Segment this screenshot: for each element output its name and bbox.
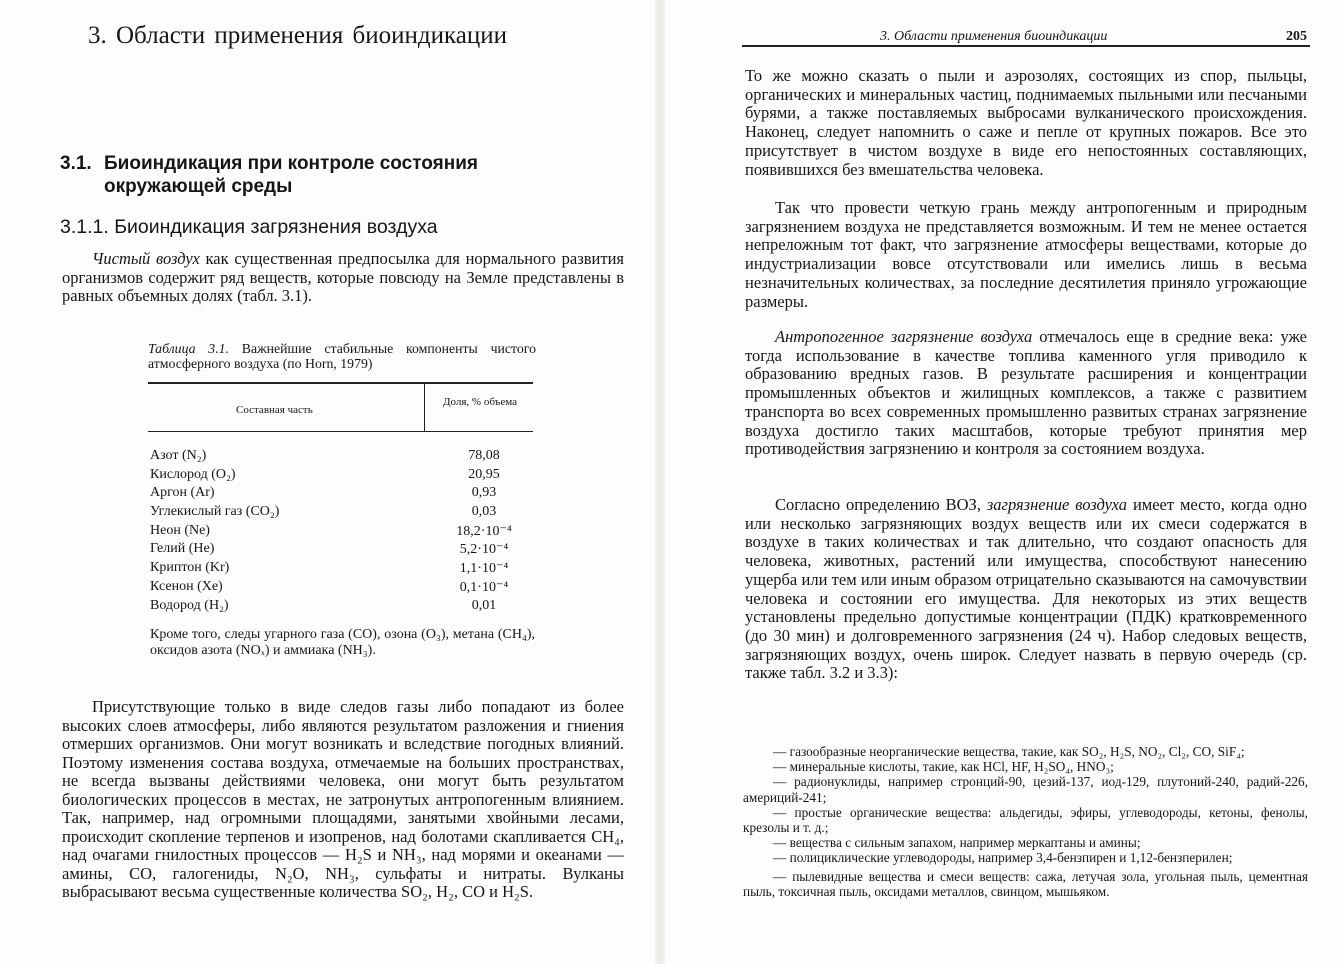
share-cell: 0,93 [471, 485, 497, 501]
who-text-rest: имеет место, когда одно или несколько загрязняющих воздух веществ или их смеси содержатся в воздухе в таких количествах и так длительно, что создают опасность для человека, животных, растений или имущества, способствуют нанесению ущерба или тем или иным образом отрицательно сказываются на самочувствии человека и состоянии его имущества. Для некоторых из этих веществ установлены предельно допустимые концентрации (ПДК) кратковременного (до 30 мин) и долговременного загрязнения (24 ч). Набор следовых веществ, загрязняющих воздух, очень широк. Следует назвать в первую очередь (ср. также табл. 3.2 и 3.3): [745, 495, 1307, 683]
chapter-title: 3. Области применения биоиндикации [88, 22, 507, 49]
component-cell: Азот (N₂) [150, 448, 207, 463]
pollutant-list [743, 744, 1308, 899]
share-cell: 20,95 [468, 466, 500, 482]
running-head: 3. Области применения биоиндикации [880, 29, 1108, 44]
share-cell: 78,08 [468, 448, 500, 463]
list-item: — радионуклиды, например стронций-90, цезий-137, иод-129, плутоний-240, радий-226, америций-241; [743, 774, 1308, 805]
paragraph-anthropogenic [745, 328, 1307, 459]
paragraph-who-definition [745, 496, 1307, 683]
running-head-rule [742, 45, 1310, 47]
table-row [150, 541, 533, 560]
list-item: — минеральные кислоты, такие, как HCl, HF, H₂SO₄, HNO₃; [773, 759, 1114, 775]
component-cell: Ксенон (Xe) [150, 578, 223, 594]
table-header-component: Составная часть [236, 404, 313, 416]
intro-text: как существенная предпосылка для нормального развития организмов содержит ряд веществ, которые повсюду на Земле представлены в равных объемных долях (табл. 3.1). [62, 249, 624, 306]
table-row [150, 598, 533, 617]
intro-paragraph [62, 250, 624, 306]
table-header-share: Доля, % объема [443, 396, 517, 408]
paragraph-boundary: Так что провести четкую грань между антропогенным и природным загрязнением воздуха не представляется возможным. И тем не менее остается непреложным тот факт, что загрязнение атмосферы веществами, которые до индустриализации вовсе отсутствовали или имелись лишь в весьма незначительных количествах, за последние десятилетия приняло угрожающие размеры. [745, 198, 1307, 311]
table-row [150, 523, 533, 542]
component-cell: Неон (Ne) [150, 522, 210, 538]
section-title [60, 152, 580, 198]
table-top-rule [148, 382, 533, 384]
component-cell: Кислород (O₂) [150, 466, 236, 482]
component-cell: Криптон (Kr) [150, 560, 230, 576]
share-cell: 1,1·10⁻⁴ [459, 561, 509, 577]
paragraph-dust: То же можно сказать о пыли и аэрозолях, состоящих из спор, пыльцы, органических и минеральных частиц, поднимаемых пыльными или песчаными бурями, а также поставляемых выбросами вулканического происхождения. Наконец, следует напомнить о саже и пепле от крупных пожаров. Все это присутствует в чистом воздухе в виде его непостоянных составляющих, появившихся без вмешательства человека. [745, 66, 1307, 179]
component-cell: Водород (H₂) [150, 597, 229, 613]
anthropogenic-text: отмечалось еще в средние века: уже тогда использование в качестве топлива каменного угля приводило к образованию вредных газов. В результате расширения и концентрации промышленных объектов и жилищных комплексов, а также с развитием транспорта во всех современных промышленно развитых странах загрязнение воздуха достигло таких масштабов, которые требуют принятия мер противодействия загрязнению и контроля за состоянием воздуха. [745, 327, 1307, 459]
table-row [150, 560, 533, 579]
table-body [150, 448, 533, 616]
table-caption [148, 341, 536, 371]
table-note: Кроме того, следы угарного газа (CO), озона (O₃), метана (CH₄), оксидов азота (NOₓ) и аммиака (NH₃). [150, 627, 535, 658]
table-row [150, 448, 533, 467]
list-item: — простые органические вещества: альдегиды, эфиры, углеводороды, кетоны, фенолы, крезолы и т. д.; [743, 804, 1308, 836]
table-caption-label: Таблица 3.1. [148, 341, 230, 356]
share-cell: 5,2·10⁻⁴ [459, 542, 509, 558]
component-cell: Гелий (He) [150, 541, 215, 557]
list-item: — газообразные неорганические вещества, такие, как SO₂, H₂S, NO₂, Cl₂, CO, SiF₄; [773, 744, 1245, 759]
section-title-line2: окружающей среды [104, 176, 293, 197]
share-cell: 18,2·10⁻⁴ [456, 523, 512, 539]
anthropogenic-emphasis: Антропогенное загрязнение воздуха [775, 327, 1033, 346]
section-title-line1: Биоиндикация при контроле состояния [104, 153, 478, 174]
share-cell: 0,01 [471, 597, 497, 613]
intro-emphasis: Чистый воздух [92, 249, 200, 268]
table-row [150, 579, 533, 598]
share-cell: 0,03 [471, 504, 497, 520]
page-number: 205 [1286, 29, 1307, 44]
list-item: — пылевидные вещества и смеси веществ: сажа, летучая зола, угольная пыль, цементная пыль, токсичная пыль, оксидами металлов, свинцом, мышьяком. [743, 868, 1308, 899]
list-item: — полициклические углеводороды, например 3,4-бензпирен и 1,12-бензперилен; [773, 850, 1233, 866]
table-row [150, 467, 533, 486]
table-row [150, 504, 533, 523]
component-cell: Аргон (Ar) [150, 485, 215, 501]
share-cell: 0,1·10⁻⁴ [459, 579, 509, 595]
table-header-rule [148, 431, 533, 432]
subsection-title: 3.1.1. Биоиндикация загрязнения воздуха [60, 216, 438, 238]
body-paragraph: Присутствующие только в виде следов газы либо попадают из более высоких слоев атмосферы, либо являются результатом разложения и гниения отмерших организмов. Они могут возникать и вследствие погодных влияний. Поэтому изменения состава воздуха, отмечаемые на больших пространствах, не всегда вызваны действиями человека, они могут быть результатом биологических процессов в местах, не затронутых антропогенным влиянием. Так, например, над огромными площадями, занятыми хвойными лесами, происходит скопление терпенов и изопренов, над болотами скапливается CH₄, над очагами гнилостных процессов — H₂S и NH₃, над морями и океанами — амины, CO, галогениды, N₂O, NH₃, сульфаты и нитраты. Вулканы выбрасывают весьма существенные количества SO₂, H₂, CO и H₂S. [62, 697, 624, 902]
table-row [150, 485, 533, 504]
who-emphasis: загрязнение воздуха [986, 495, 1128, 514]
list-item: — вещества с сильным запахом, например меркаптаны и амины; [773, 835, 1141, 851]
table-caption-text: Важнейшие стабильные компоненты чистого атмосферного воздуха (по Horn, 1979) [148, 341, 536, 371]
component-cell: Углекислый газ (CO₂) [150, 504, 280, 520]
section-number: 3.1. [60, 153, 92, 174]
who-text-start: Согласно определению ВОЗ, [775, 495, 987, 514]
left-page [0, 0, 660, 964]
table-header-divider [424, 384, 425, 431]
